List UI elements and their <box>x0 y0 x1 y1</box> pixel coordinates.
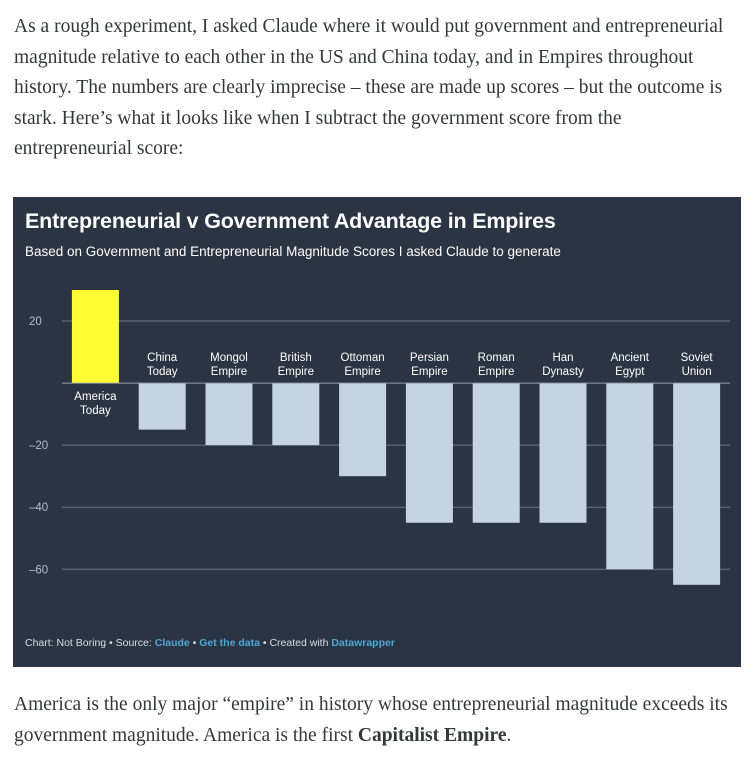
category-label: Han Dynasty <box>542 352 584 379</box>
source-link[interactable]: Claude <box>154 637 190 649</box>
bar-roman-empire <box>473 383 520 523</box>
chart-footer <box>25 637 395 649</box>
bar-british-empire <box>272 383 319 445</box>
footer-sep: • <box>189 637 200 649</box>
get-data-link[interactable]: Get the data <box>199 637 260 649</box>
footer-prefix: Chart: Not Boring • Source: <box>25 637 155 649</box>
category-label: China Today <box>146 352 178 379</box>
y-tick-label: 20 <box>29 316 42 329</box>
bar-mongol-empire <box>206 383 253 445</box>
category-label: Ancient Egypt <box>610 352 649 379</box>
category-label: Ottoman Empire <box>340 352 385 379</box>
y-tick-label: –60 <box>29 564 49 577</box>
chart-subtitle: Based on Government and Entrepreneurial Magnitude Scores I asked Claude to generate <box>25 244 561 259</box>
bar-ancient-egypt <box>606 383 653 569</box>
footer-created: • Created with <box>259 637 332 649</box>
category-label: Roman Empire <box>477 352 515 379</box>
bar-chart <box>13 197 741 667</box>
y-tick-label: –40 <box>29 502 49 515</box>
conclusion-end: . <box>506 724 512 746</box>
y-tick-label: –20 <box>29 440 49 453</box>
intro-paragraph: As a rough experiment, I asked Claude where it would put government and entrepreneurial magnitude relative to each other in the US and China today, and in Empires throughout history. The numbers are clearly imprecise – these are made up scores – but the outcome is stark. Here’s what it looks like when I subtract the government score from the entrepreneurial score: <box>14 16 724 159</box>
category-label: Soviet Union <box>680 352 713 379</box>
bar-persian-empire <box>406 383 453 523</box>
category-label: Mongol Empire <box>210 352 248 379</box>
datawrapper-link[interactable]: Datawrapper <box>331 637 395 649</box>
bar-china-today <box>139 383 186 430</box>
bar-soviet-union <box>673 383 720 585</box>
chart-container <box>13 197 741 667</box>
bar-han-dynasty <box>540 383 587 523</box>
category-label: America Today <box>74 391 117 418</box>
category-label: British Empire <box>277 352 315 379</box>
category-label: Persian Empire <box>409 352 449 379</box>
bar-ottoman-empire <box>339 383 386 476</box>
conclusion-paragraph <box>14 690 739 751</box>
conclusion-bold: Capitalist Empire <box>357 724 507 746</box>
chart-title: Entrepreneurial v Government Advantage in Empires <box>25 209 556 233</box>
conclusion-text: America is the only major “empire” in history whose entrepreneurial magnitude exceeds its government magnitude. America is the first <box>14 694 728 746</box>
bar-america-today <box>72 290 119 383</box>
